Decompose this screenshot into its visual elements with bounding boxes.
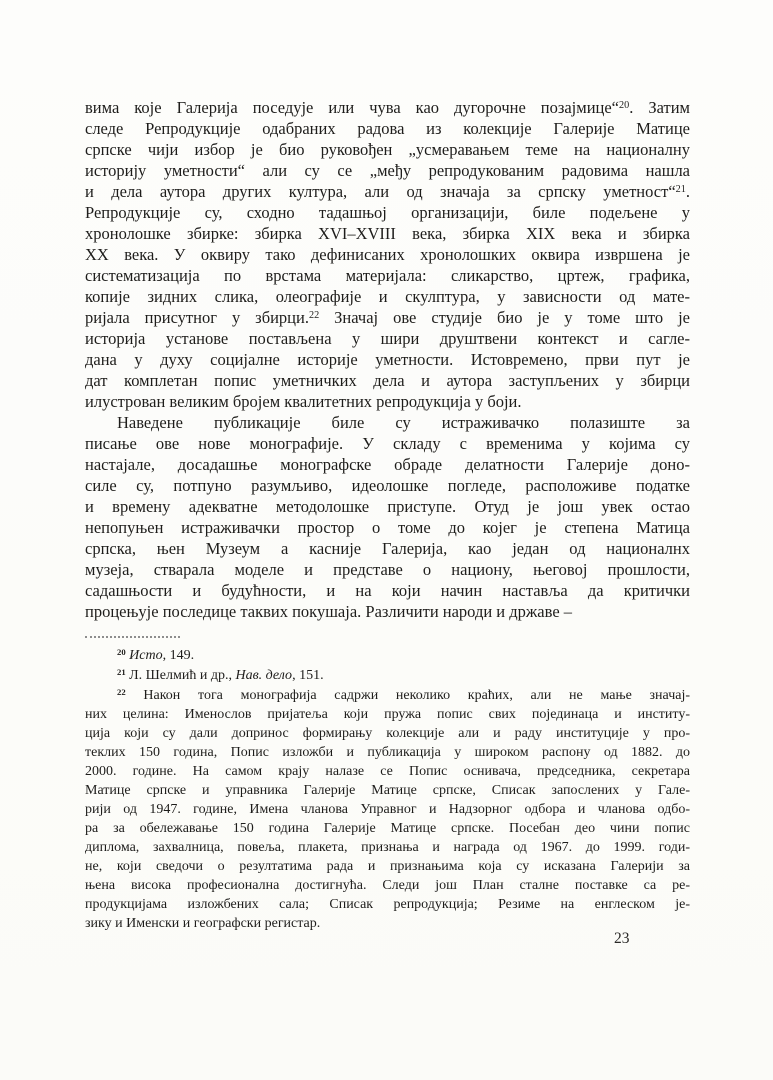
text-line: [85, 762, 690, 781]
text-segment: писање ове нове монографије. У складу с временима у којима су: [85, 434, 690, 453]
text-line: [85, 307, 690, 328]
footnote-separator: [85, 636, 180, 638]
text-segment: Након тога монографија садржи неколико краћих, али не мање значај-: [125, 688, 690, 703]
text-line: [85, 800, 690, 819]
text-line: [85, 97, 690, 118]
text-segment: вима које Галерија поседује или чува као дугорочне позајмице“: [85, 98, 620, 117]
text-segment: рији од 1947. године, Имена чланова Управног и Надзорног одбора и чланова одбо-: [85, 802, 690, 817]
text-segment: садашњости и будућности, и на који начин наставља да критички: [85, 581, 690, 600]
text-segment: силе су, потпуно разумљиво, идеолошке погледе, расположиве податке: [85, 476, 690, 495]
text-line: [85, 914, 690, 933]
text-segment: и дела аутора других култура, али од значаја за српску уметност“: [85, 182, 676, 201]
text-line: [85, 349, 690, 370]
footnote-20: [85, 646, 690, 665]
text-line: [85, 223, 690, 244]
text-line: [85, 202, 690, 223]
text-line: [85, 819, 690, 838]
text-segment: историја установе постављена у шири друштвени контекст и сагле-: [85, 329, 690, 348]
text-line: [85, 412, 690, 433]
footnote-ref: 22: [308, 309, 320, 321]
text-line: [85, 454, 690, 475]
text-line: [85, 538, 690, 559]
text-line: [85, 686, 690, 705]
text-segment: ра за обележавање 150 година Галерије Матице српске. Посебан део чини попис: [85, 821, 690, 836]
text-line: [85, 601, 690, 622]
text-segment: српске чији избор је био руковођен „усмеравањем теме на националну: [85, 140, 690, 159]
text-line: [85, 857, 690, 876]
text-line: [85, 181, 690, 202]
text-segment: историју уметности“ али су се „међу репродукованим радовима нашла: [85, 161, 690, 180]
text-line: [85, 265, 690, 286]
text-segment: и времену адекватне методолошке приступе. Отуд је још увек остао: [85, 497, 690, 516]
text-segment: Л. Шелмић и др.,: [125, 668, 236, 683]
text-segment: Значај ове студије био је у томе што је: [319, 308, 691, 327]
text-segment: . Затим: [629, 98, 690, 117]
text-segment: српска, њен Музеум а касније Галерија, као један од националнх: [85, 539, 690, 558]
text-segment: процењује последице таквих покушаја. Различити народи и државе –: [85, 602, 573, 621]
text-line: [85, 391, 690, 412]
text-line: [85, 838, 690, 857]
text-line: [85, 244, 690, 265]
text-line: [85, 724, 690, 743]
text-segment: Матице српске и управника Галерије Матице српске, Списак запослених у Гале-: [85, 783, 690, 798]
footnote-21: [85, 666, 690, 685]
text-line: [85, 666, 690, 685]
footnote-ref: 21: [117, 666, 126, 677]
footnote-22: [85, 686, 690, 933]
text-line: [85, 160, 690, 181]
page-number: 23: [614, 930, 630, 947]
text-segment: дана у духу социјалне историје уметности. Истовремено, први пут је: [85, 350, 690, 369]
text-segment: , 151.: [292, 668, 324, 683]
text-segment: 2000. године. На самом крају налазе се Попис оснивача, председника, секретара: [85, 764, 690, 779]
text-line: [85, 496, 690, 517]
text-segment: не, који сведочи о резултатима рада и признањима која су исказана Галерији за: [85, 859, 690, 874]
footnote-ref: 22: [117, 686, 126, 697]
text-segment: следе Репродукције одабраних радова из колекције Галерије Матице: [85, 119, 690, 138]
text-line: [85, 433, 690, 454]
text-segment: непопуњен истраживачки простор о томе до којег је степена Матица: [85, 518, 690, 537]
text-segment: них целина: Именослов пријатеља који пружа попис свих појединаца и институ-: [85, 707, 690, 722]
text-line: [85, 370, 690, 391]
text-segment: Репродукције су, сходно тадашњој организацији, биле подељене у: [85, 203, 690, 222]
text-line: [85, 646, 690, 665]
body-paragraph-1: [85, 97, 690, 412]
text-segment: Наведене публикације биле су истраживачко полазиште за: [117, 413, 690, 432]
footnote-ref: 21: [675, 183, 686, 195]
text-segment: теклих 150 година, Попис изложби и публикација у широком распону од 1882. до: [85, 745, 690, 760]
text-line: [85, 743, 690, 762]
text-line: [85, 705, 690, 724]
text-segment: XX века. У оквиру тако дефинисаних хронолошких оквира извршена је: [85, 245, 690, 264]
text-segment: Нав. дело: [235, 668, 293, 683]
text-segment: копије зидних слика, олеографије и скулптура, у зависности од мате-: [85, 287, 690, 306]
text-line: [85, 876, 690, 895]
text-segment: музеја, стварала моделе и представе о национу, његовој прошлости,: [85, 560, 690, 579]
text-segment: хронолошке збирке: збирка XVI–XVIII века, збирка XIX века и збирка: [85, 224, 690, 243]
text-segment: илустрован великим бројем квалитетних репродукција у боји.: [85, 392, 522, 411]
text-segment: дат комплетан попис уметничких дела и аутора заступљених у збирци: [85, 371, 690, 390]
text-segment: диплома, захвалница, повеља, плакета, признања и награда од 1967. до 1999. годи-: [85, 840, 690, 855]
text-segment: систематизација по врстама материјала: сликарство, цртеж, графика,: [85, 266, 690, 285]
text-segment: ција који су дали допринос формирању колекције али и раду институције у про-: [85, 726, 690, 741]
text-segment: Исто: [129, 648, 163, 663]
body-paragraph-2: [85, 412, 690, 622]
text-line: [85, 517, 690, 538]
footnote-ref: 20: [619, 99, 630, 111]
body-text: [85, 97, 690, 622]
text-segment: .: [685, 182, 690, 201]
text-segment: продукцијама изложбених сала; Списак репродукција; Резиме на енглеском је-: [85, 897, 690, 912]
text-line: [85, 781, 690, 800]
text-segment: ријала присутног у збирци.: [85, 308, 309, 327]
text-line: [85, 328, 690, 349]
text-segment: , 149.: [162, 648, 195, 663]
text-line: [85, 580, 690, 601]
text-line: [85, 895, 690, 914]
text-segment: настајале, досадашње монографске обраде делатности Галерије доно-: [85, 455, 690, 474]
text-line: [85, 559, 690, 580]
text-line: [85, 139, 690, 160]
text-segment: њена висока професионална достигнућа. Следи још План сталне поставке са ре-: [85, 878, 690, 893]
text-line: [85, 118, 690, 139]
text-line: [85, 475, 690, 496]
text-segment: зику и Именски и географски регистар.: [85, 916, 321, 931]
footnote-ref: 20: [117, 646, 126, 657]
footnotes: [85, 646, 690, 934]
text-line: [85, 286, 690, 307]
